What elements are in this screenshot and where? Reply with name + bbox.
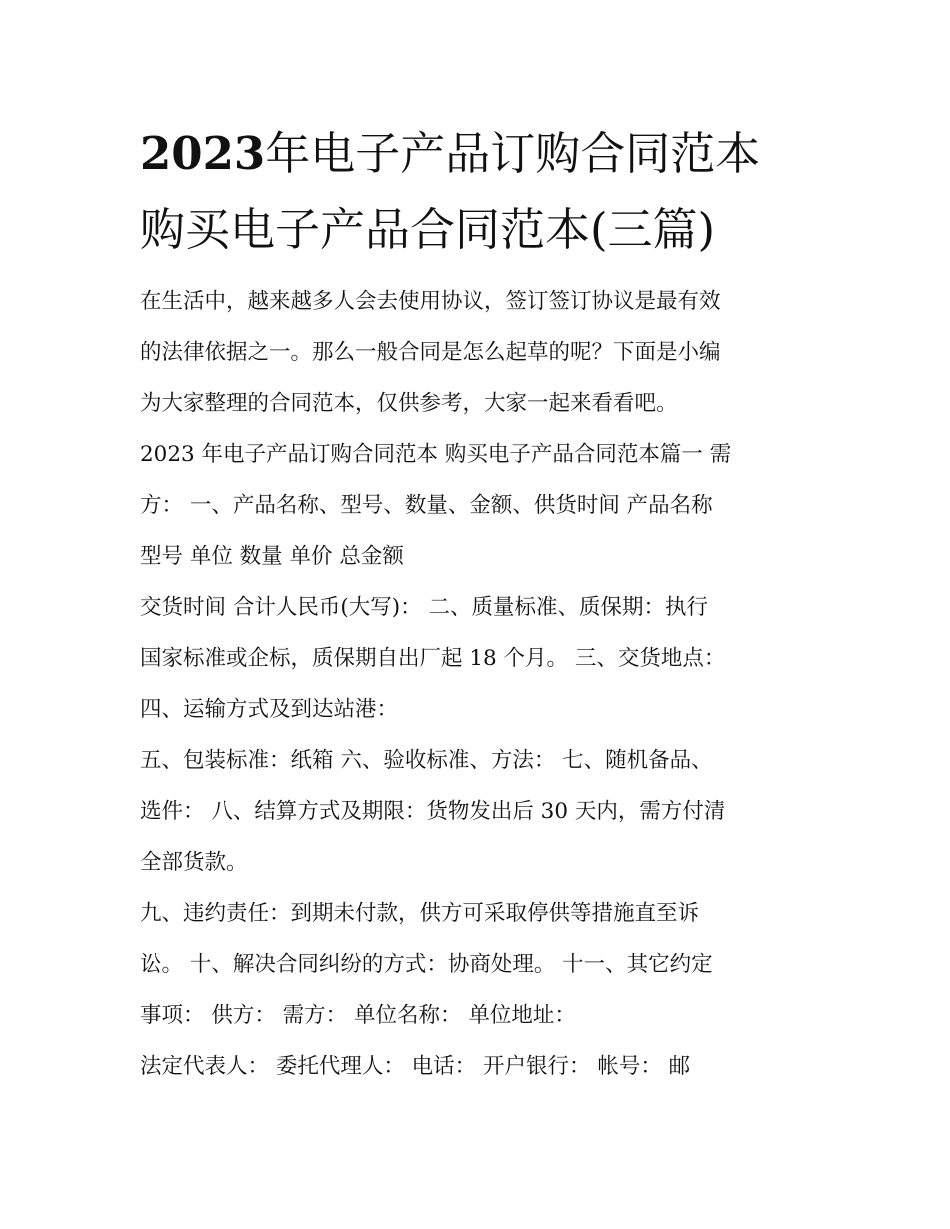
text-line: 2023 年电子产品订购合同范本 购买电子产品合同范本篇一 需 xyxy=(140,442,732,467)
text-line: 交货时间 合计人民币(大写)： 二、质量标准、质保期：执行 xyxy=(140,595,708,620)
text-line: 法定代表人： 委托代理人： 电话： 开户银行： 帐号： 邮 xyxy=(140,1054,691,1079)
paragraph-signatures xyxy=(140,1041,820,1092)
text-line: 为大家整理的合同范本，仅供参考，大家一起来看看吧。 xyxy=(140,391,678,416)
title-line-1 xyxy=(140,116,820,192)
paragraph-intro xyxy=(140,276,820,429)
document-title xyxy=(140,116,820,268)
text-line: 方： 一、产品名称、型号、数量、金额、供货时间 产品名称 xyxy=(140,493,713,518)
paragraph-packaging xyxy=(140,735,820,888)
text-line: 的法律依据之一。那么一般合同是怎么起草的呢？下面是小编 xyxy=(140,340,721,365)
text-line: 在生活中，越来越多人会去使用协议，签订签订协议是最有效 xyxy=(140,289,721,314)
title-year: 2023 xyxy=(140,127,266,180)
title-line-2: 购买电子产品合同范本(三篇) xyxy=(140,203,716,256)
text-line: 全部货款。 xyxy=(140,850,248,875)
paragraph-contract-one xyxy=(140,429,820,582)
title-line-1-text: 年电子产品订购合同范本 xyxy=(265,127,761,180)
text-line: 九、违约责任：到期未付款，供方可采取停供等措施直至诉 xyxy=(140,901,700,926)
paragraph-liability xyxy=(140,888,820,1041)
text-line: 选件： 八、结算方式及期限：货物发出后 30 天内，需方付清 xyxy=(140,799,726,824)
text-line: 四、运输方式及到达站港： xyxy=(140,697,399,722)
text-line: 五、包装标准：纸箱 六、验收标准、方法： 七、随机备品、 xyxy=(140,748,713,773)
text-line: 国家标准或企标，质保期自出厂起 18 个月。 三、交货地点： xyxy=(140,646,726,671)
text-line: 型号 单位 数量 单价 总金额 xyxy=(140,544,404,569)
document-body xyxy=(140,276,820,1092)
text-line: 事项： 供方： 需方： 单位名称： 单位地址： xyxy=(140,1003,576,1028)
text-line: 讼。 十、解决合同纠纷的方式：协商处理。 十一、其它约定 xyxy=(140,952,713,977)
paragraph-quality xyxy=(140,582,820,735)
